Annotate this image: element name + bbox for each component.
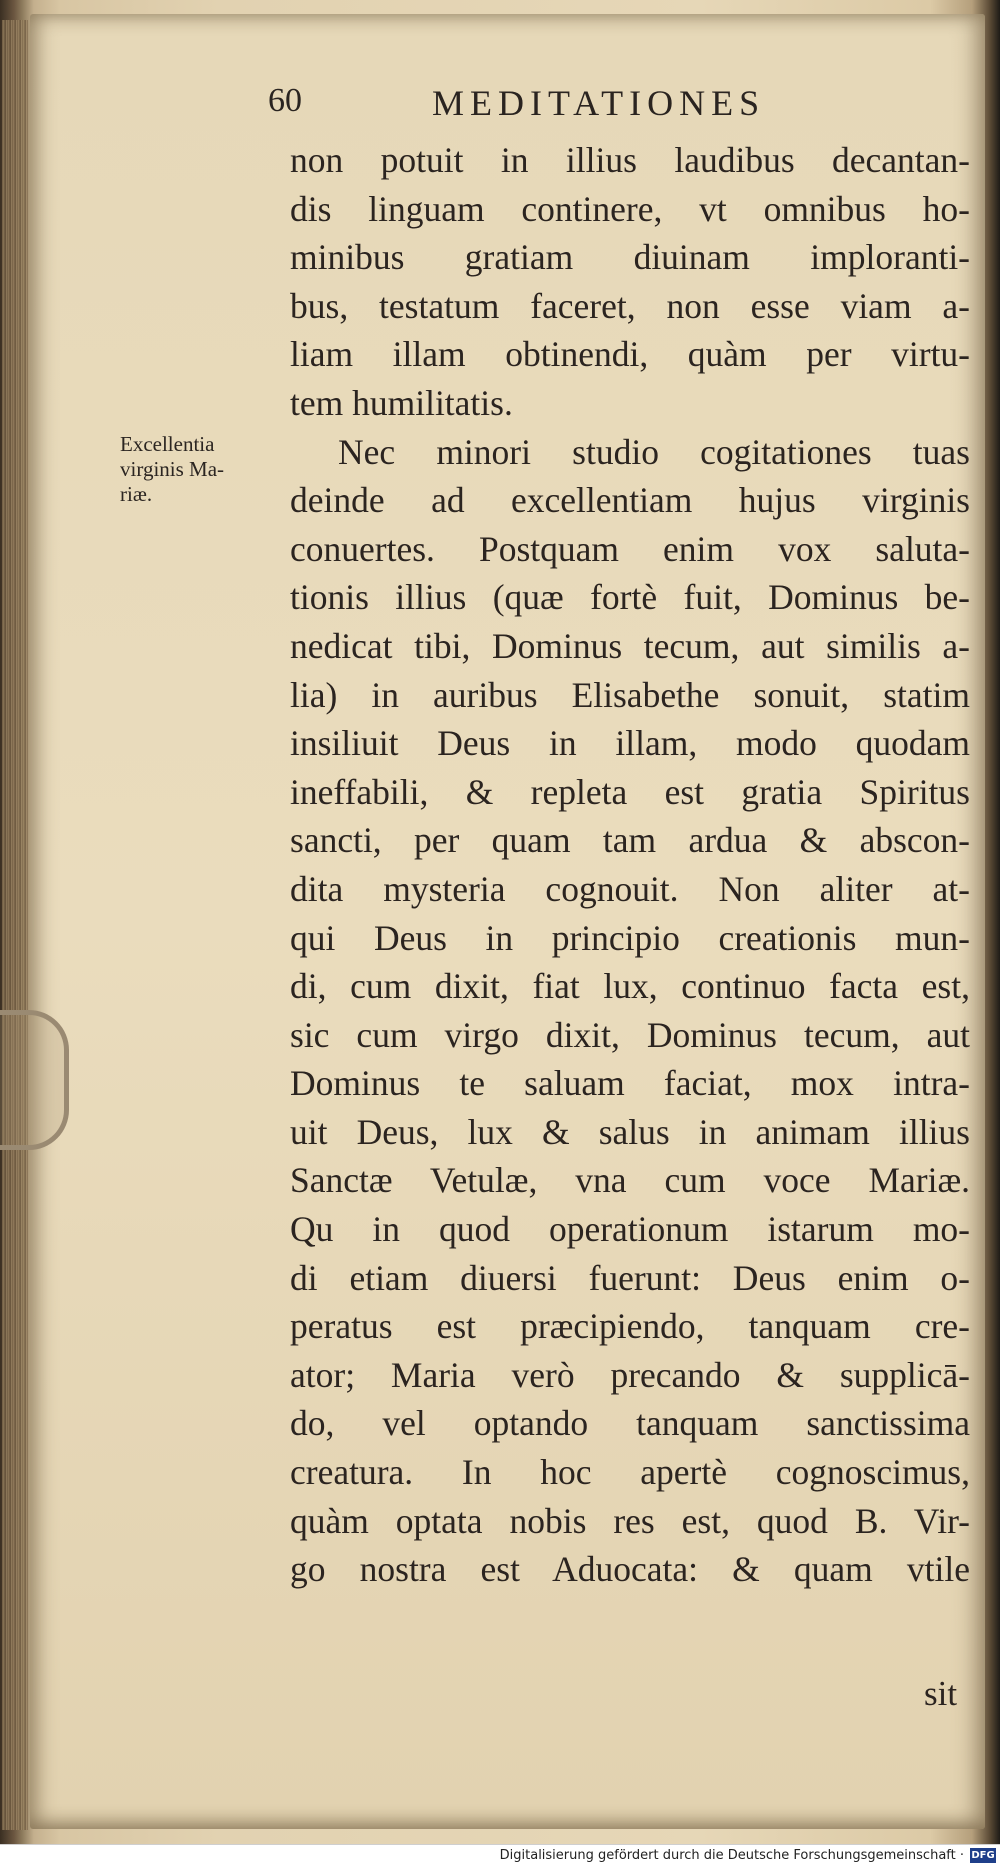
- text-line: do, vel optando tanquam sanctissima: [290, 1403, 970, 1444]
- text-line: liam illam obtinendi, quàm per virtu-: [290, 334, 970, 375]
- text-line: ator; Maria verò precando & supplicā-: [290, 1354, 970, 1395]
- text-line: bus, testatum faceret, non esse viam a-: [290, 285, 970, 326]
- text-line: go nostra est Aduocata: & quam vtile: [290, 1549, 970, 1590]
- page-number: 60: [268, 82, 302, 119]
- page-edges: [2, 20, 28, 1830]
- text-line: creatura. In hoc apertè cognoscimus,: [290, 1452, 970, 1493]
- text-line: Qu in quod operationum istarum mo-: [290, 1209, 970, 1250]
- running-title: MEDITATIONES: [432, 83, 766, 123]
- text-line: di etiam diuersi fuerunt: Deus enim o-: [290, 1257, 970, 1298]
- text-line: lia) in auribus Elisabethe sonuit, statim: [290, 674, 970, 715]
- text-line: minibus gratiam diuinam imploranti-: [290, 237, 970, 278]
- marginal-note-line: Excellentia: [120, 432, 215, 456]
- text-line: dis linguam continere, vt omnibus ho-: [290, 188, 970, 229]
- text-line: quàm optata nobis res est, quod B. Vir-: [290, 1500, 970, 1541]
- marginal-note: [120, 432, 280, 507]
- digitization-footer: [0, 1844, 1000, 1867]
- text-line: dita mysteria cognouit. Non aliter at-: [290, 868, 970, 909]
- text-line: tionis illius (quæ fortè fuit, Dominus be-: [290, 577, 970, 618]
- text-line: ineffabili, & repleta est gratia Spiritus: [290, 771, 970, 812]
- text-line: Dominus te saluam faciat, mox intra-: [290, 1063, 970, 1104]
- dfg-logo-icon: DFG: [971, 1850, 995, 1861]
- marginal-note-line: virginis Ma-: [120, 457, 225, 481]
- text-line: deinde ad excellentiam hujus virginis: [290, 480, 970, 521]
- marginal-note-line: riæ.: [120, 482, 153, 506]
- text-line: qui Deus in principio creationis mun-: [290, 917, 970, 958]
- text-line: non potuit in illius laudibus decantan-: [290, 140, 970, 180]
- text-line: Sanctæ Vetulæ, vna cum voce Mariæ.: [290, 1160, 970, 1201]
- footer-credit: Digitalisierung gefördert durch die Deutsche Forschungsgemeinschaft ·: [499, 1848, 964, 1863]
- text-line: nedicat tibi, Dominus tecum, aut similis a-: [290, 625, 970, 666]
- text-line: sancti, per quam tam ardua & abscon-: [290, 820, 970, 861]
- text-line: uit Deus, lux & salus in animam illius: [290, 1111, 970, 1152]
- catchword: sit: [924, 1674, 958, 1713]
- text-line: Nec minori studio cogitationes tuas: [338, 431, 970, 472]
- text-line: sic cum virgo dixit, Dominus tecum, aut: [290, 1014, 970, 1055]
- text-line: insiliuit Deus in illam, modo quodam: [290, 723, 970, 764]
- text-line: tem humilitatis.: [290, 382, 513, 423]
- body-text: [290, 136, 970, 1594]
- book-clasp: [0, 1010, 69, 1150]
- text-line: di, cum dixit, fiat lux, continuo facta est,: [290, 966, 970, 1007]
- text-line: conuertes. Postquam enim vox saluta-: [290, 528, 970, 569]
- text-line: peratus est præcipiendo, tanquam cre-: [290, 1306, 970, 1347]
